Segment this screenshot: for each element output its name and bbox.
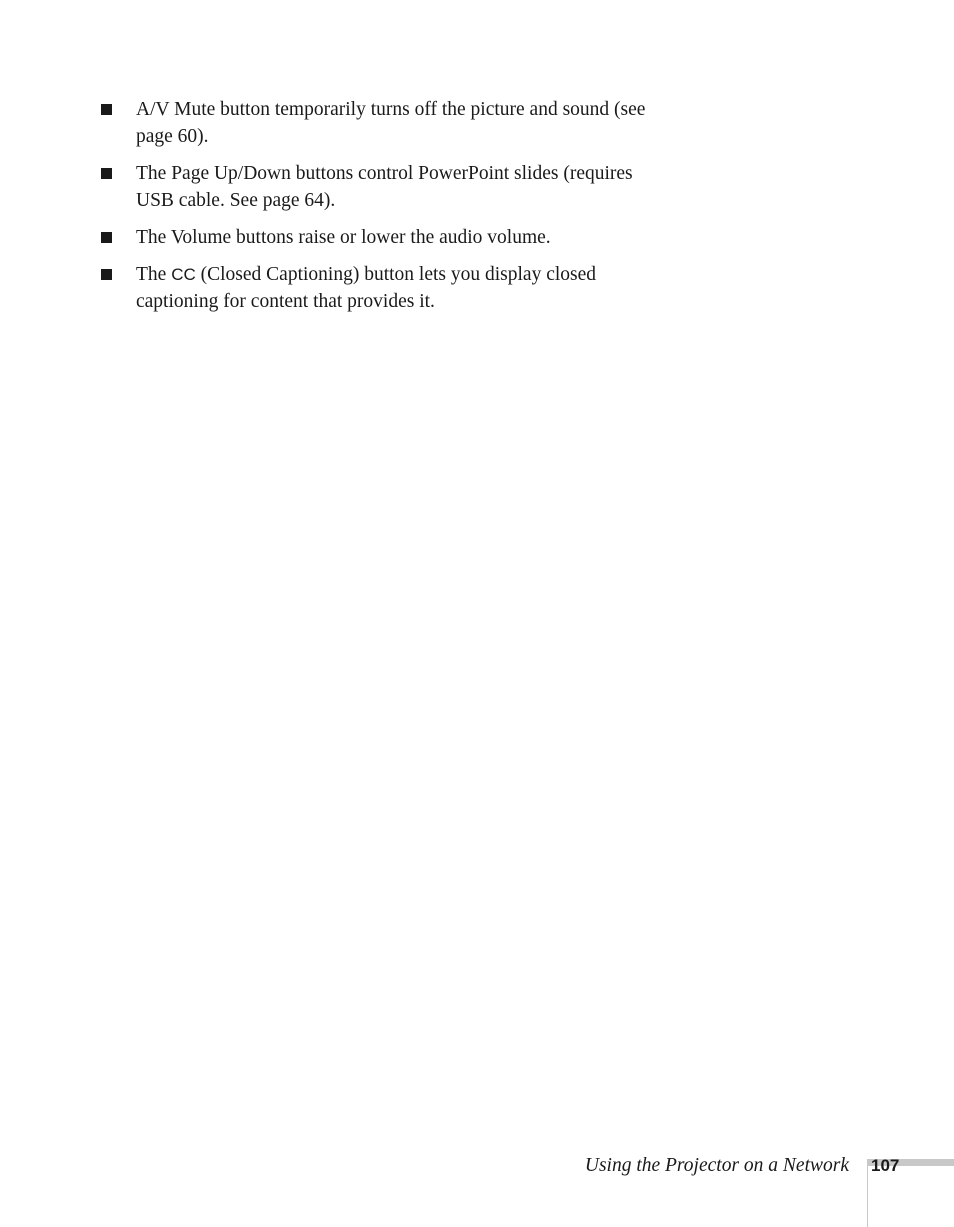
bullet-text-suffix: (Closed Captioning) button lets you display closed captioning for content that provides it. xyxy=(136,264,597,312)
footer-rule xyxy=(867,1159,868,1227)
square-bullet-icon xyxy=(101,104,112,115)
list-item xyxy=(101,261,671,315)
list-item xyxy=(101,160,671,214)
square-bullet-icon xyxy=(101,269,112,280)
bullet-text-prefix: The xyxy=(136,264,172,285)
bullet-list xyxy=(101,96,671,325)
square-bullet-icon xyxy=(101,232,112,243)
chapter-title: Using the Projector on a Network xyxy=(584,1155,849,1176)
bullet-text: The Volume buttons raise or lower the audio volume. xyxy=(136,227,551,248)
list-item xyxy=(101,96,671,150)
bullet-text: A/V Mute button temporarily turns off the picture and sound (see page 60). xyxy=(136,99,646,147)
page-number: 107 xyxy=(871,1156,900,1175)
bullet-text: The Page Up/Down buttons control PowerPoint slides (requires USB cable. See page 64). xyxy=(136,163,633,211)
list-item xyxy=(101,224,671,251)
cc-button-label: CC xyxy=(171,265,196,284)
bullet-text xyxy=(136,264,596,312)
square-bullet-icon xyxy=(101,168,112,179)
